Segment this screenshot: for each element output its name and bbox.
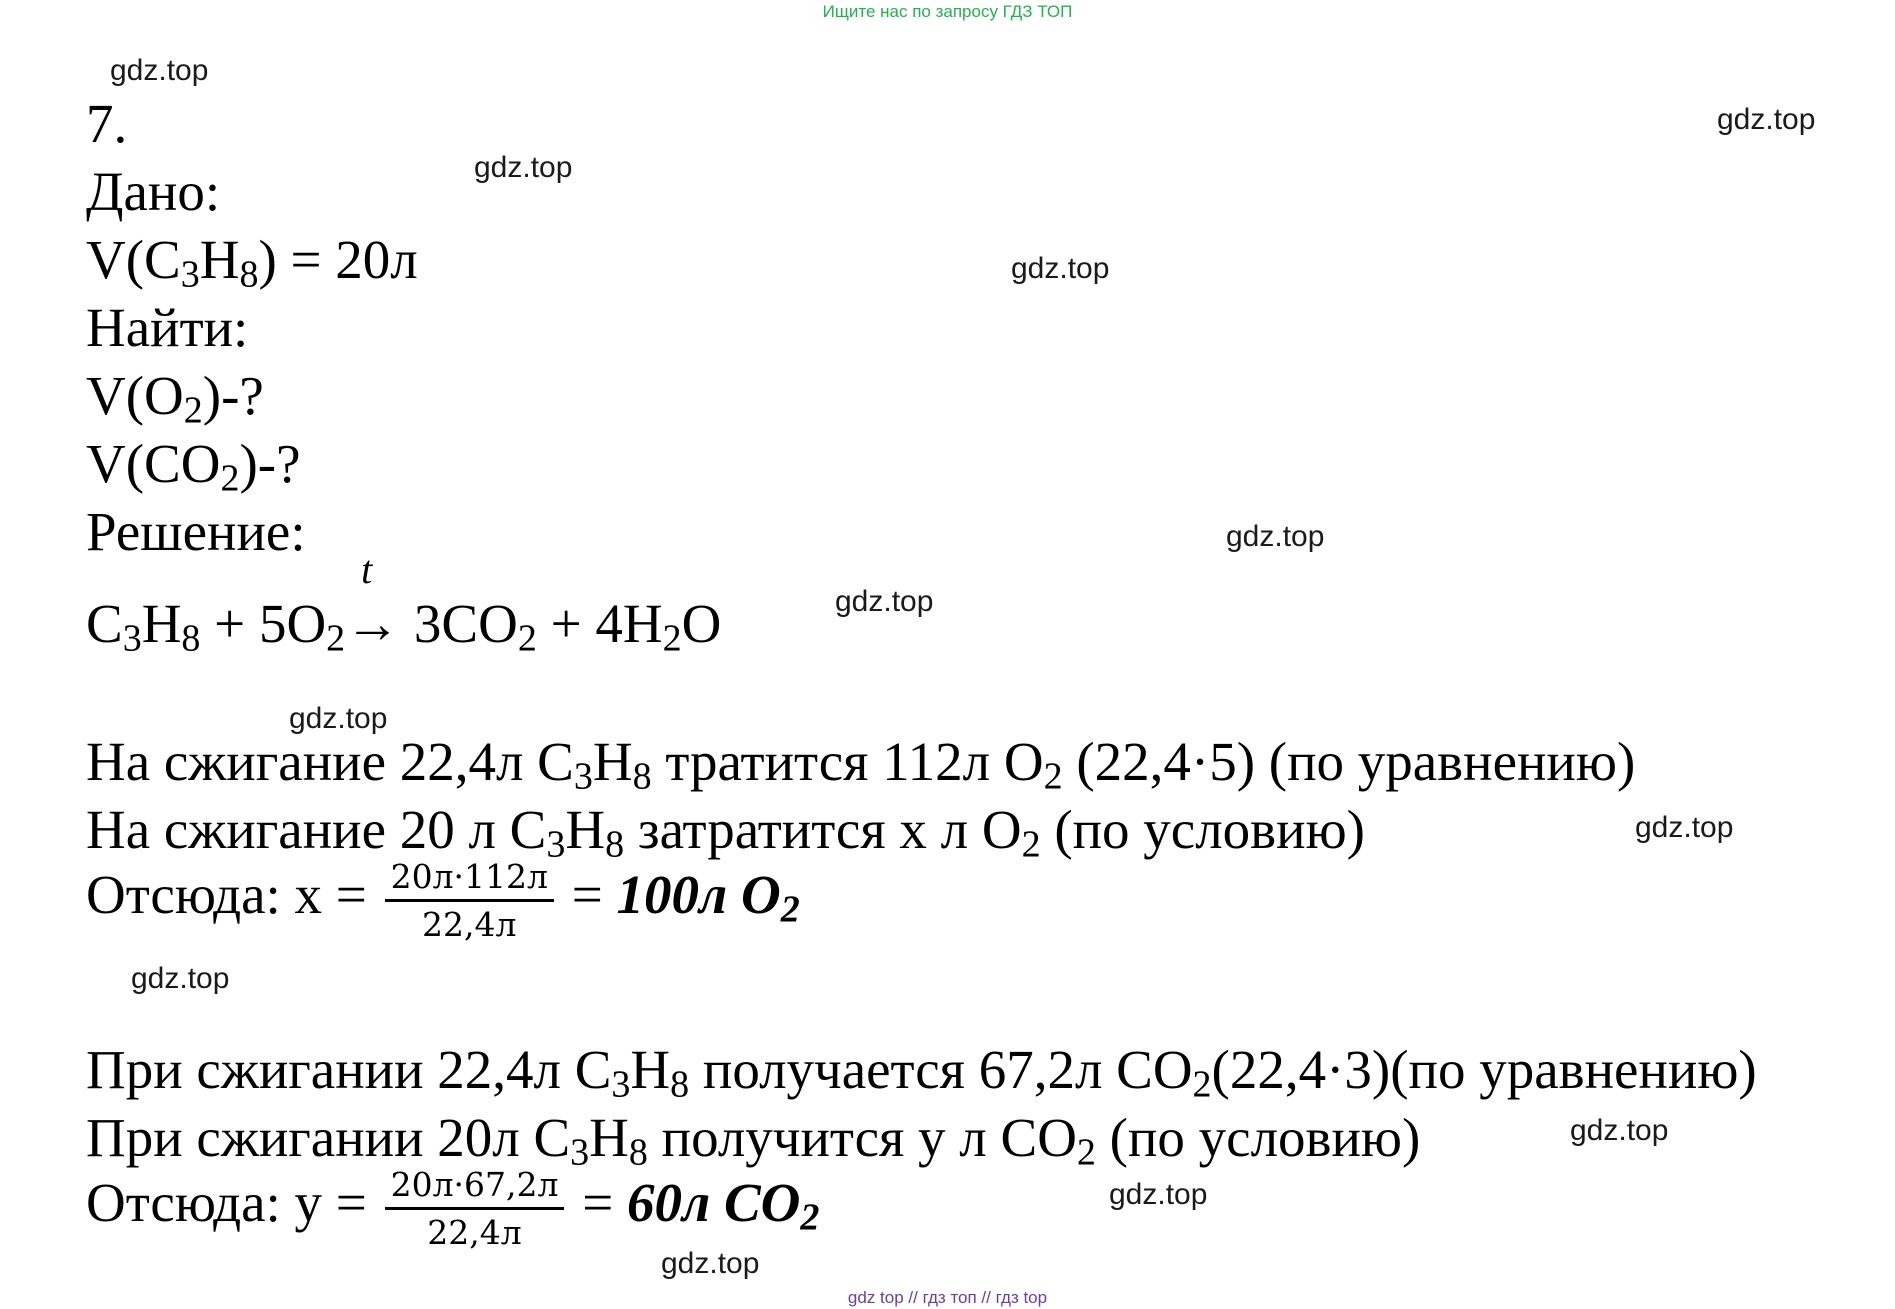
co2-line-condition: При сжигании 20л $C_3H_8$ получится у л $CO_2$ (по условию) xyxy=(86,1107,1421,1174)
co2-result: Отсюда: у = $\frac{20л\cdot 67,2л}{22,4л}$ = 60л $CO_2$ xyxy=(86,1165,820,1252)
oxygen-line-condition: На сжигание 20 л $C_3H_8$ затратится х л $O_2$ (по условию) xyxy=(86,799,1365,866)
oxygen-answer: 100л $O_2$ xyxy=(616,864,800,931)
watermark: gdz.top xyxy=(131,962,230,995)
temperature-label: t xyxy=(361,547,373,592)
watermark: gdz.top xyxy=(835,585,934,618)
oxygen-line-equation: На сжигание 22,4л $C_3H_8$ тратится 112л $O_2$ (22,4·5) (по уравнению) xyxy=(86,731,1636,798)
watermark: gdz.top xyxy=(1717,103,1816,136)
watermark: gdz.top xyxy=(474,151,573,184)
watermark: gdz.top xyxy=(1226,520,1325,553)
reaction-equation: $C_3H_8 + 5O_2\to$ t $3CO_2 + 4H_2O$ xyxy=(86,547,722,660)
watermark: gdz.top xyxy=(1570,1114,1669,1147)
given-volume: $V(C_3H_8) = 20л$ xyxy=(86,229,418,296)
find-o2: $V(O_2)-$? xyxy=(86,365,264,432)
find-heading: Найти: xyxy=(86,297,249,358)
watermark: gdz.top xyxy=(1635,811,1734,844)
problem-number: 7. xyxy=(86,93,128,154)
top-banner: Ищите нас по запросу ГДЗ ТОП xyxy=(822,2,1073,21)
watermark: gdz.top xyxy=(110,54,209,87)
co2-fraction: $\frac{20л\cdot 67,2л}{22,4л}$ xyxy=(385,1168,565,1249)
co2-answer: 60л $CO_2$ xyxy=(627,1172,820,1239)
footer-links: gdz top // гдз топ // гдз top xyxy=(847,1288,1048,1307)
solution-heading: Решение: xyxy=(86,501,306,562)
watermark: gdz.top xyxy=(1011,252,1110,285)
co2-line-equation: При сжигании 22,4л $C_3H_8$ получается 67,2л $CO_2(22,4\cdot 3)(по$ уравнению) xyxy=(86,1039,1757,1106)
given-heading: Дано: xyxy=(86,161,221,222)
oxygen-result: Отсюда: x = $\frac{20л\cdot 112л}{22,4л}$ = 100л $O_2$ xyxy=(86,857,800,944)
oxygen-fraction: $\frac{20л\cdot 112л}{22,4л}$ xyxy=(385,860,554,941)
watermark: gdz.top xyxy=(289,702,388,735)
reaction-arrow: → t xyxy=(345,547,401,654)
find-co2: $V(CO_2)-$? xyxy=(86,433,301,500)
watermark: gdz.top xyxy=(661,1247,760,1280)
watermark: gdz.top xyxy=(1109,1178,1208,1211)
